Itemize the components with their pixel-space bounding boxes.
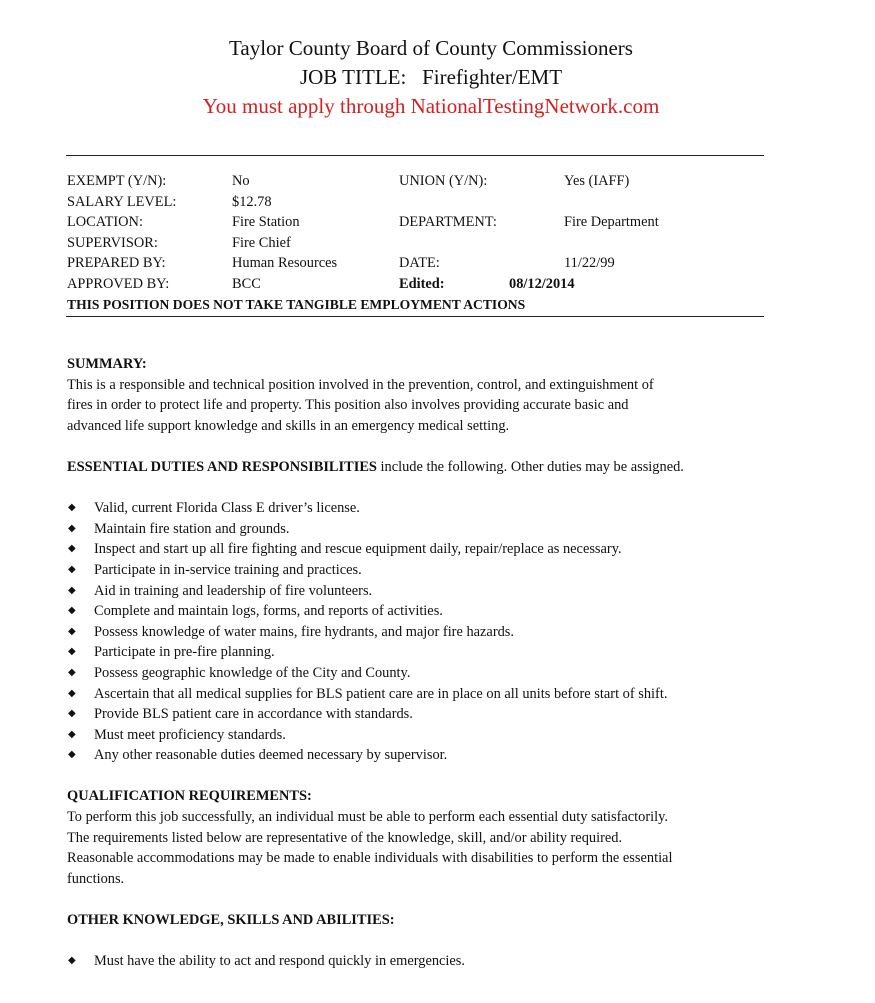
list-item: [67, 519, 797, 540]
bullet-icon: ◆: [68, 749, 76, 761]
list-item: [67, 663, 797, 684]
duties-heading: ESSENTIAL DUTIES AND RESPONSIBILITIES: [67, 458, 377, 475]
summary-line: advanced life support knowledge and skills in an emergency medical setting.: [67, 417, 510, 434]
duties-list: [67, 498, 797, 766]
bullet-icon: ◆: [68, 584, 76, 596]
salary-value: $12.78: [232, 193, 272, 210]
union-label: UNION (Y/N):: [399, 173, 488, 189]
meta-row-exempt: [67, 171, 767, 192]
list-item: [67, 601, 797, 622]
exempt-value: No: [232, 173, 250, 189]
qualifications-line: Reasonable accommodations may be made to enable individuals with disabilities to perform the essential: [67, 850, 673, 867]
meta-row-supervisor: [67, 233, 767, 254]
duties-intro: [67, 457, 797, 478]
date-label: DATE:: [399, 255, 440, 272]
exempt-label: EXEMPT (Y/N):: [67, 173, 167, 189]
edited-label: Edited:: [399, 275, 445, 292]
skill-text: Must have the ability to act and respond quickly in emergencies.: [94, 953, 465, 970]
duty-text: Participate in in-service training and practices.: [94, 561, 362, 578]
qualifications-heading: QUALIFICATION REQUIREMENTS:: [67, 788, 312, 805]
summary-line: fires in order to protect life and property. This position also involves providing accurate basic and: [67, 397, 629, 414]
document-body: [67, 354, 797, 972]
duty-text: Must meet proficiency standards.: [94, 726, 286, 743]
duty-text: Maintain fire station and grounds.: [94, 520, 290, 537]
tangible-actions-notice: THIS POSITION DOES NOT TAKE TANGIBLE EMPLOYMENT ACTIONS: [67, 296, 526, 312]
qualifications-line: To perform this job successfully, an individual must be able to perform each essential duty satisfactorily.: [67, 809, 668, 826]
qualifications-line: functions.: [67, 870, 125, 887]
list-item: [67, 498, 797, 519]
qualifications-text: [67, 807, 797, 889]
prepared-label: PREPARED BY:: [67, 255, 166, 272]
list-item: [67, 725, 797, 746]
bullet-icon: ◆: [68, 646, 76, 658]
duties-intro-text: include the following. Other duties may be assigned.: [376, 458, 684, 475]
duty-text: Inspect and start up all fire fighting and rescue equipment daily, repair/replace as necessary.: [94, 541, 622, 558]
list-item: [67, 684, 797, 705]
duty-text: Provide BLS patient care in accordance with standards.: [94, 706, 413, 723]
list-item: [67, 622, 797, 643]
date-value: 11/22/99: [564, 255, 615, 272]
meta-row-salary: [67, 192, 767, 213]
list-item: [67, 745, 797, 766]
duty-text: Possess geographic knowledge of the City and County.: [94, 664, 411, 681]
bullet-icon: ◆: [68, 605, 76, 617]
job-title: Firefighter/EMT: [422, 65, 563, 89]
bullet-icon: ◆: [68, 625, 76, 637]
meta-row-approved: [67, 274, 767, 295]
bullet-icon: ◆: [68, 728, 76, 740]
list-item: [67, 704, 797, 725]
document-header: [0, 34, 862, 121]
prepared-value: Human Resources: [232, 255, 338, 272]
list-item: [67, 539, 797, 560]
meta-row-location: [67, 212, 767, 233]
bullet-icon: ◆: [68, 666, 76, 678]
location-value: Fire Station: [232, 214, 300, 231]
qualifications-line: The requirements listed below are representative of the knowledge, skill, and/or ability required.: [67, 829, 623, 846]
department-value: Fire Department: [564, 214, 659, 231]
summary-text: [67, 375, 797, 437]
job-info-table: [67, 171, 767, 314]
meta-row-prepared: [67, 253, 767, 274]
bottom-divider: [66, 316, 764, 317]
bullet-icon: ◆: [68, 502, 76, 514]
list-item: [67, 642, 797, 663]
edited-value: 08/12/2014: [509, 275, 575, 292]
duty-text: Possess knowledge of water mains, fire hydrants, and major fire hazards.: [94, 623, 515, 640]
job-title-label: JOB TITLE:: [299, 65, 407, 89]
organization-name: Taylor County Board of County Commissioners: [229, 36, 633, 60]
bullet-icon: ◆: [68, 543, 76, 555]
supervisor-value: Fire Chief: [232, 234, 291, 251]
bullet-icon: ◆: [68, 687, 76, 699]
list-item: [67, 581, 797, 602]
bullet-icon: ◆: [68, 522, 76, 534]
summary-line: This is a responsible and technical position involved in the prevention, control, and extinguishment of: [67, 376, 654, 393]
job-title-line: [0, 63, 862, 92]
supervisor-label: SUPERVISOR:: [67, 234, 158, 251]
other-skills-heading: OTHER KNOWLEDGE, SKILLS AND ABILITIES:: [67, 912, 395, 929]
location-label: LOCATION:: [67, 214, 143, 231]
top-divider: [66, 155, 764, 156]
bullet-icon: ◆: [68, 708, 76, 720]
bullet-icon: ◆: [68, 955, 76, 967]
duty-text: Valid, current Florida Class E driver’s license.: [94, 500, 360, 517]
salary-label: SALARY LEVEL:: [67, 193, 177, 210]
union-value: Yes (IAFF): [564, 173, 630, 189]
duty-text: Ascertain that all medical supplies for BLS patient care are in place on all units before start of shift.: [94, 685, 668, 702]
list-item: [67, 560, 797, 581]
approved-value: BCC: [232, 275, 261, 292]
list-item: [67, 951, 797, 972]
duty-text: Aid in training and leadership of fire volunteers.: [94, 582, 373, 599]
department-label: DEPARTMENT:: [399, 214, 497, 231]
summary-heading: SUMMARY:: [67, 356, 147, 372]
duty-text: Any other reasonable duties deemed necessary by supervisor.: [94, 747, 448, 764]
apply-note: You must apply through NationalTestingNetwork.com: [202, 94, 660, 118]
duty-text: Complete and maintain logs, forms, and reports of activities.: [94, 603, 443, 620]
approved-label: APPROVED BY:: [67, 275, 170, 292]
other-skills-list: [67, 951, 797, 972]
duty-text: Participate in pre-fire planning.: [94, 644, 275, 661]
bullet-icon: ◆: [68, 563, 76, 575]
